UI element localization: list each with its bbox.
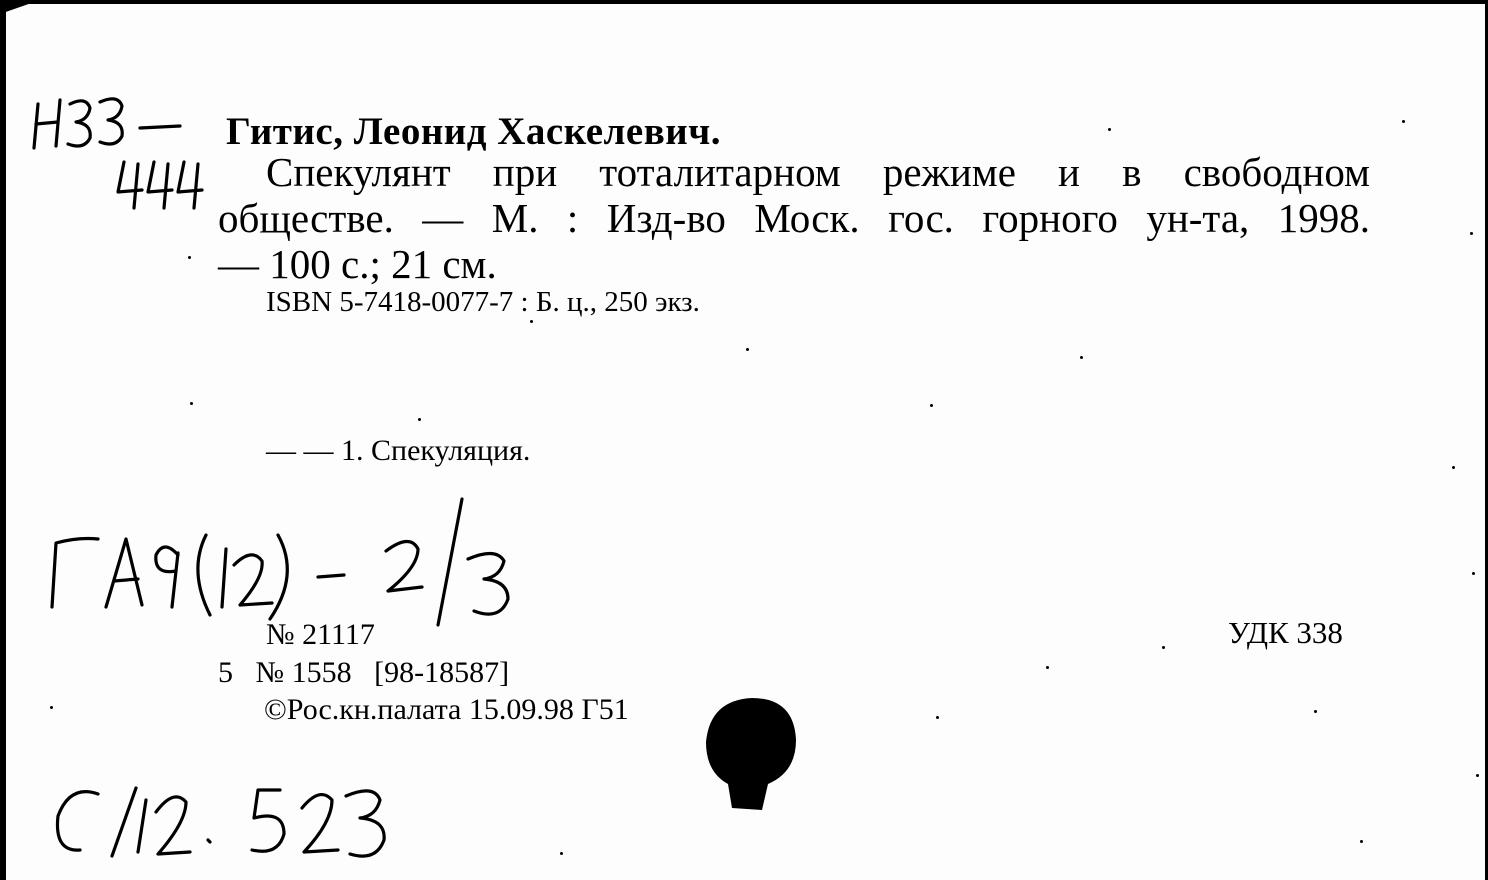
ink-blot — [702, 692, 802, 814]
isbn-line: ISBN 5-7418-0077-7 : Б. ц., 250 экз. — [266, 286, 700, 318]
registration-number-1: № 21117 — [266, 618, 375, 651]
handwritten-code-top-left — [30, 90, 210, 220]
card-border-top — [0, 0, 1488, 4]
handwritten-code-bottom — [40, 770, 420, 880]
title-line-1: Спекулянт при тоталитарном режиме и в свободном — [266, 149, 1370, 195]
subject-heading: — — 1. Спекуляция. — [266, 434, 531, 467]
card-border-left — [0, 0, 6, 880]
udk-code: УДК 338 — [1228, 615, 1343, 650]
title-line-3: — 100 с.; 21 см. — [218, 241, 497, 287]
registration-number-2: 5 № 1558 [98-18587] — [218, 656, 510, 689]
card-corner — [0, 0, 40, 14]
copyright-line: ©Рос.кн.палата 15.09.98 Г51 — [264, 693, 629, 726]
author-heading: Гитис, Леонид Хаскелевич. — [226, 110, 722, 153]
title-line-2: обществе. — М. : Изд-во Моск. гос. горного ун-та, 1998. — [218, 195, 1370, 241]
handwritten-shelfmark-middle — [38, 495, 518, 635]
